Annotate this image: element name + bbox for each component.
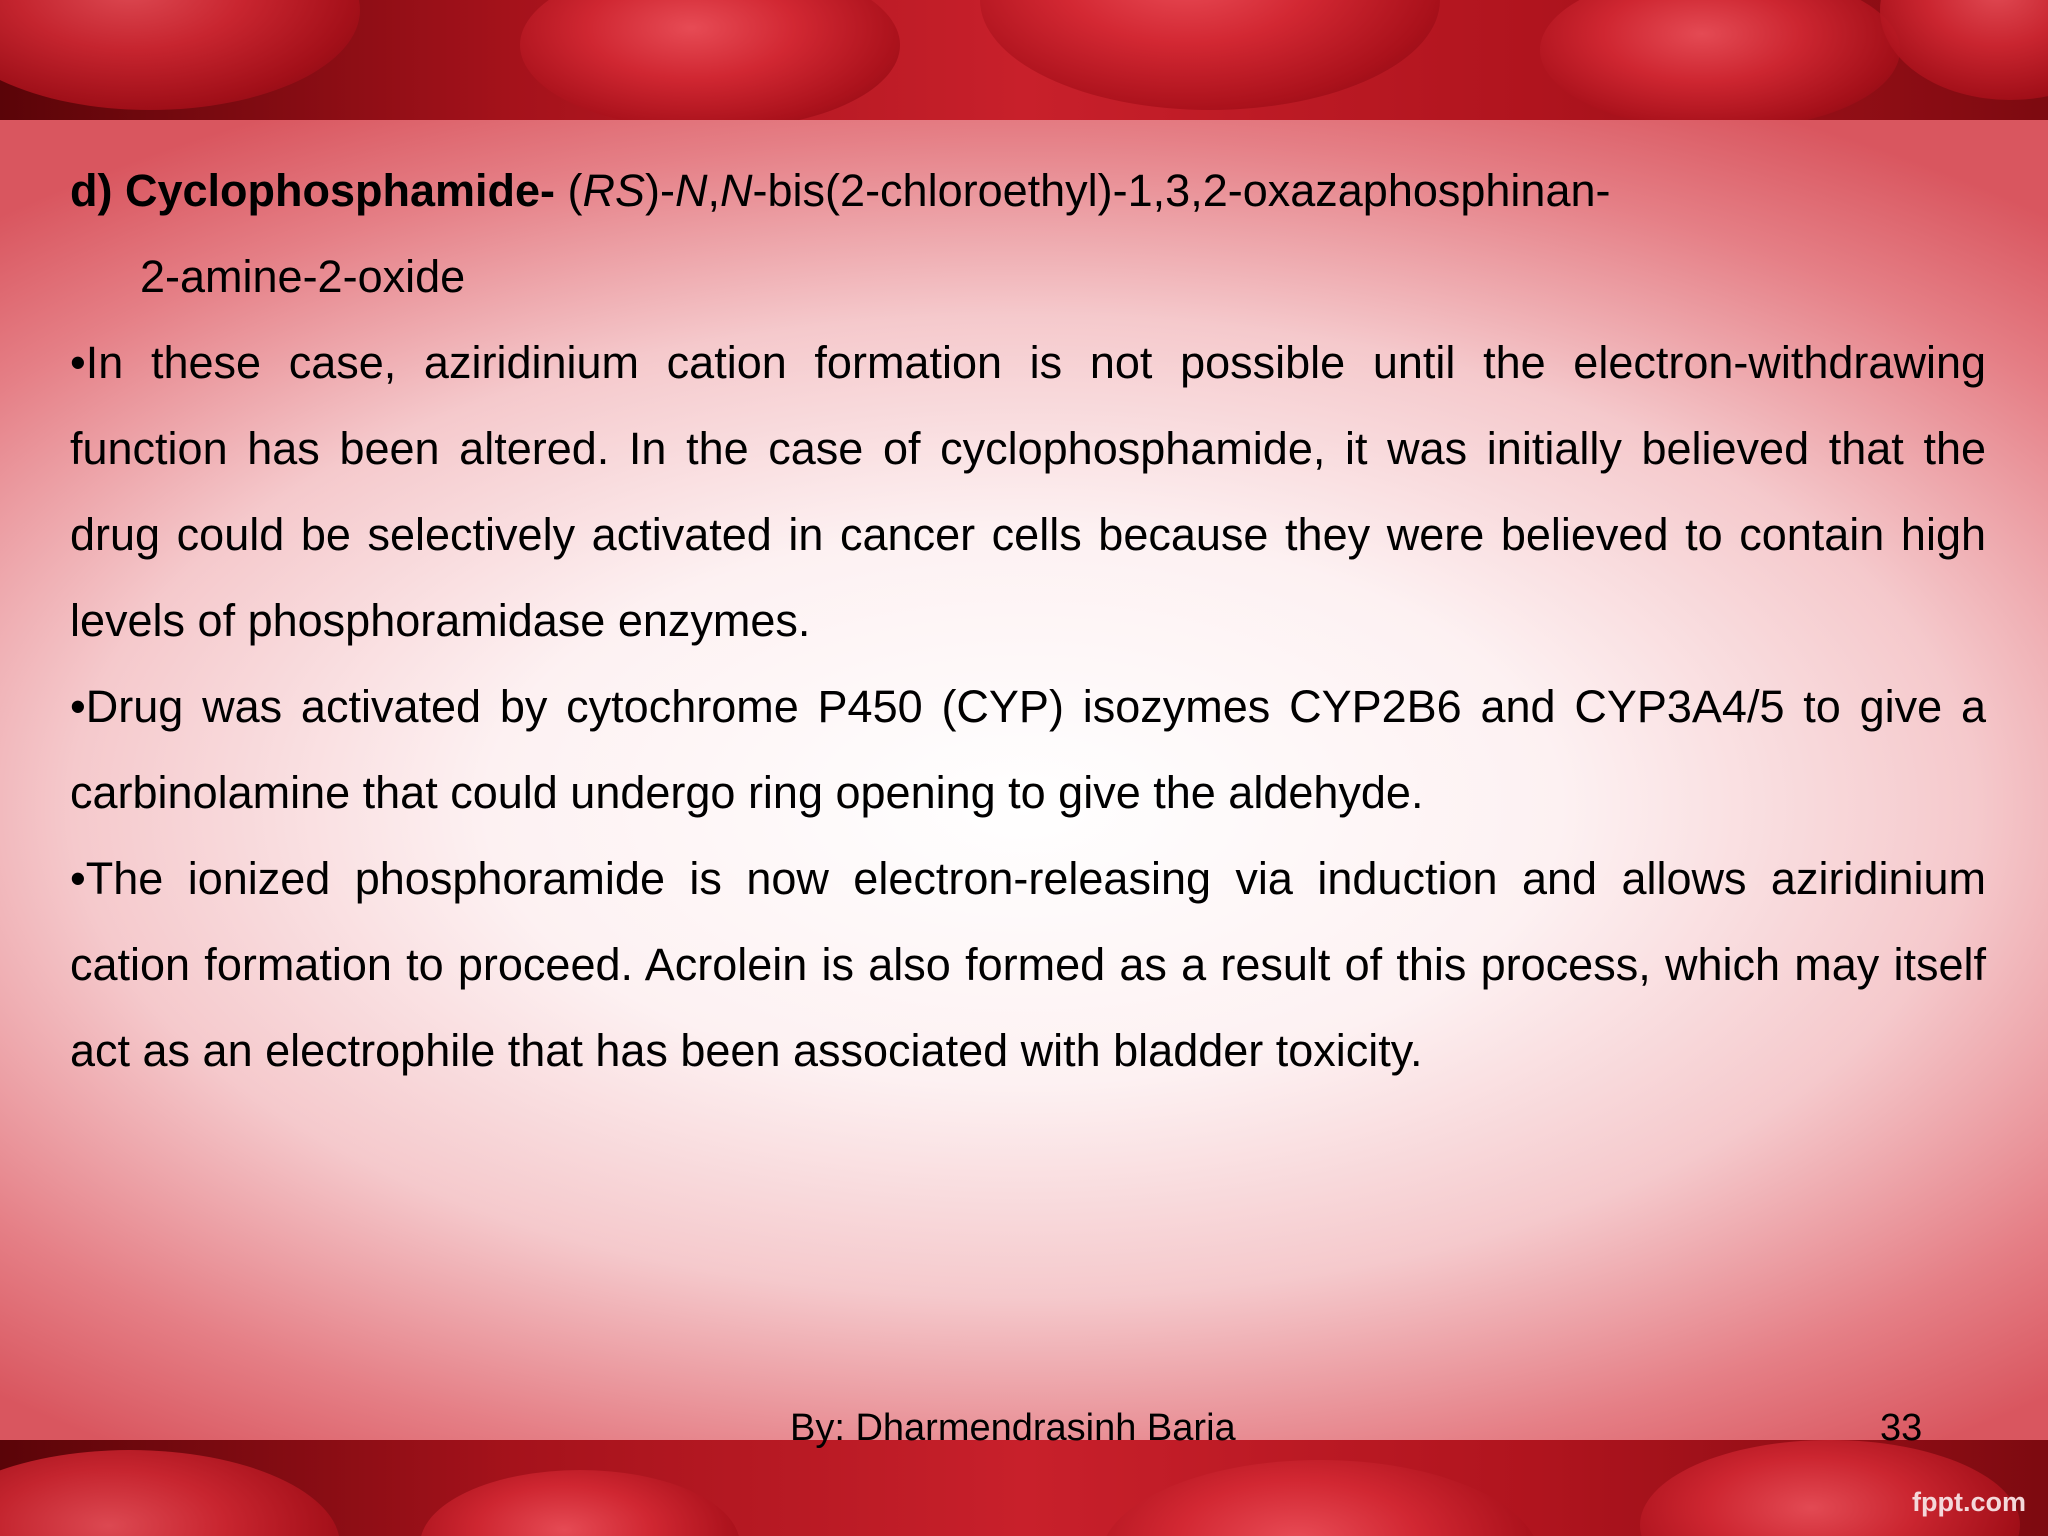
heading-iupac-rest: -bis(2-chloroethyl)-1,3,2-oxazaphosphinan- xyxy=(752,165,1611,216)
heading-rs: RS xyxy=(582,165,646,216)
heading-drug-name: d) Cyclophosphamide- xyxy=(70,165,556,216)
bullet-paragraph-3: •The ionized phosphoramide is now electron-releasing via induction and allows aziridinium cation formation to proceed. Acrolein is also formed as a result of this process, which may itself act as an electrophile that has been associated with bladder toxicity. xyxy=(70,853,1986,1076)
heading-continuation: 2-amine-2-oxide xyxy=(140,251,466,302)
slide-body xyxy=(70,148,1986,1094)
bottom-banner-decoration xyxy=(0,1440,2048,1536)
top-banner-decoration xyxy=(0,0,2048,120)
footer-author: By: Dharmendrasinh Baria xyxy=(790,1407,1236,1449)
heading-n2: N xyxy=(720,165,753,216)
page-number: 33 xyxy=(1880,1407,1923,1449)
bullet-paragraph-1: •In these case, aziridinium cation formation is not possible until the electron-withdrawing function has been altered. In the case of cyclophosphamide, it was initially believed that the drug could be selectively activated in cancer cells because they were believed to contain high levels of phosphoramidase enzymes. xyxy=(70,337,1986,646)
slide-heading: d) Cyclophosphamide- (RS)-N,N-bis(2-chloroethyl)-1,3,2-oxazaphosphinan- xyxy=(70,165,1611,216)
heading-n1: N xyxy=(675,165,708,216)
brand-logo: fppt.com xyxy=(1912,1487,2026,1517)
bullet-paragraph-2: •Drug was activated by cytochrome P450 (CYP) isozymes CYP2B6 and CYP3A4/5 to give a carbinolamine that could undergo ring opening to give the aldehyde. xyxy=(70,681,1986,818)
